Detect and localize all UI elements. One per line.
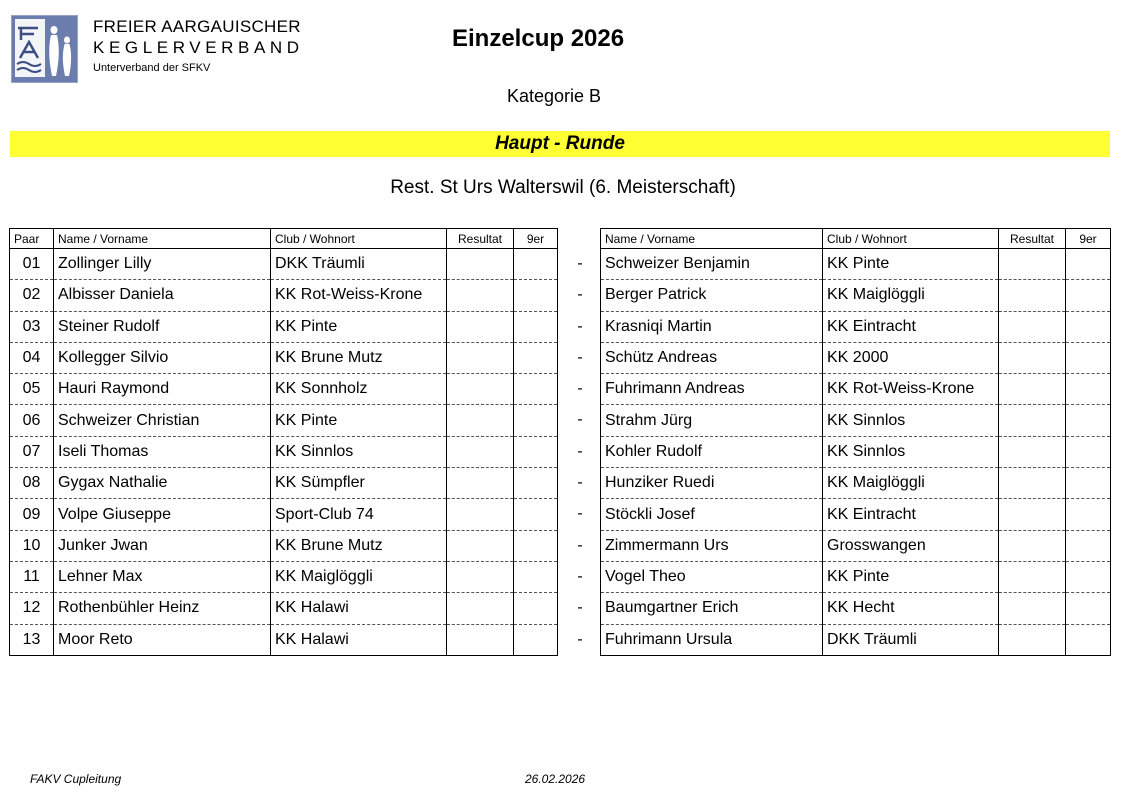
result-cell <box>999 405 1066 436</box>
result-cell <box>999 530 1066 561</box>
pair-number: 01 <box>10 249 54 280</box>
header-name: Name / Vorname <box>601 229 823 249</box>
pair-number: 07 <box>10 436 54 467</box>
table-row <box>601 342 1111 373</box>
category-label: Kategorie B <box>507 86 602 106</box>
table-row <box>601 249 1111 280</box>
venue-label: Rest. St Urs Walterswil (6. Meisterschaft) <box>390 177 736 198</box>
player-club: KK Halawi <box>271 593 447 624</box>
ninepin-cell <box>1066 436 1111 467</box>
opponent-club: KK Maiglöggli <box>823 468 999 499</box>
pair-number: 09 <box>10 499 54 530</box>
result-cell <box>999 624 1066 655</box>
opponent-club: KK Sinnlos <box>823 436 999 467</box>
header-club: Club / Wohnort <box>823 229 999 249</box>
player-name: Albisser Daniela <box>54 280 271 311</box>
table-row <box>601 405 1111 436</box>
player-name: Gygax Nathalie <box>54 468 271 499</box>
ninepin-cell <box>1066 405 1111 436</box>
pair-separator: - <box>577 442 583 460</box>
pair-separator: - <box>577 411 583 429</box>
pair-separator: - <box>577 536 583 554</box>
opponent-club: KK Maiglöggli <box>823 280 999 311</box>
player-club: KK Sinnlos <box>271 436 447 467</box>
ninepin-cell <box>514 593 558 624</box>
opponent-name: Kohler Rudolf <box>601 436 823 467</box>
pair-number: 04 <box>10 342 54 373</box>
kegler-emblem-icon <box>12 16 77 82</box>
ninepin-cell <box>514 468 558 499</box>
result-cell <box>447 561 514 592</box>
result-cell <box>999 593 1066 624</box>
opponent-name: Strahm Jürg <box>601 405 823 436</box>
result-cell <box>447 499 514 530</box>
player-club: DKK Träumli <box>271 249 447 280</box>
opponent-club: DKK Träumli <box>823 624 999 655</box>
result-cell <box>447 374 514 405</box>
result-cell <box>447 249 514 280</box>
pair-separator: - <box>577 348 583 366</box>
footer-organizer: FAKV Cupleitung <box>30 772 122 786</box>
ninepin-cell <box>514 530 558 561</box>
player-club: KK Rot-Weiss-Krone <box>271 280 447 311</box>
result-cell <box>447 530 514 561</box>
result-cell <box>999 280 1066 311</box>
org-name-line1: FREIER AARGAUISCHER <box>93 17 301 36</box>
opponent-name: Berger Patrick <box>601 280 823 311</box>
table-row <box>601 530 1111 561</box>
round-banner: Haupt - Runde <box>10 131 1110 157</box>
result-cell <box>999 374 1066 405</box>
opponent-club: KK Pinte <box>823 249 999 280</box>
opponent-name: Schweizer Benjamin <box>601 249 823 280</box>
ninepin-cell <box>514 311 558 342</box>
result-cell <box>447 280 514 311</box>
opponent-name: Baumgartner Erich <box>601 593 823 624</box>
opponent-name: Fuhrimann Ursula <box>601 624 823 655</box>
result-cell <box>999 499 1066 530</box>
table-row <box>10 530 558 561</box>
pair-separator: - <box>577 567 583 585</box>
result-cell <box>447 311 514 342</box>
opponent-name: Hunziker Ruedi <box>601 468 823 499</box>
header-resultat: Resultat <box>447 229 514 249</box>
player-name: Lehner Max <box>54 561 271 592</box>
org-subtitle: Unterverband der SFKV <box>93 62 211 74</box>
table-row <box>10 436 558 467</box>
player-club: KK Maiglöggli <box>271 561 447 592</box>
table-row <box>10 249 558 280</box>
table-row <box>10 280 558 311</box>
table-row <box>10 342 558 373</box>
player-name: Rothenbühler Heinz <box>54 593 271 624</box>
table-row <box>10 468 558 499</box>
footer-date: 26.02.2026 <box>525 772 586 786</box>
pair-number: 08 <box>10 468 54 499</box>
right-pairings-table <box>600 228 1111 656</box>
result-cell <box>447 342 514 373</box>
table-header-row <box>10 229 558 249</box>
ninepin-cell <box>514 624 558 655</box>
opponent-name: Vogel Theo <box>601 561 823 592</box>
table-row <box>601 468 1111 499</box>
player-club: KK Pinte <box>271 311 447 342</box>
table-row <box>10 374 558 405</box>
left-pairings-table <box>9 228 558 656</box>
table-row <box>10 499 558 530</box>
pair-separator: - <box>577 505 583 523</box>
player-name: Schweizer Christian <box>54 405 271 436</box>
fakv-logo <box>11 15 78 83</box>
pair-separator: - <box>577 599 583 617</box>
opponent-club: KK Eintracht <box>823 499 999 530</box>
opponent-name: Schütz Andreas <box>601 342 823 373</box>
player-club: KK Sonnholz <box>271 374 447 405</box>
ninepin-cell <box>1066 249 1111 280</box>
opponent-name: Krasniqi Martin <box>601 311 823 342</box>
pair-number: 06 <box>10 405 54 436</box>
header-paar: Paar <box>10 229 54 249</box>
header-club: Club / Wohnort <box>271 229 447 249</box>
pair-separator: - <box>577 380 583 398</box>
ninepin-cell <box>1066 624 1111 655</box>
player-club: KK Brune Mutz <box>271 530 447 561</box>
table-row <box>10 624 558 655</box>
pair-number: 05 <box>10 374 54 405</box>
result-cell <box>447 468 514 499</box>
result-cell <box>447 593 514 624</box>
pair-number: 03 <box>10 311 54 342</box>
table-row <box>601 280 1111 311</box>
opponent-club: KK Eintracht <box>823 311 999 342</box>
result-cell <box>447 405 514 436</box>
opponent-club: KK 2000 <box>823 342 999 373</box>
table-row <box>601 436 1111 467</box>
result-cell <box>447 624 514 655</box>
result-cell <box>447 436 514 467</box>
player-club: KK Brune Mutz <box>271 342 447 373</box>
player-name: Junker Jwan <box>54 530 271 561</box>
result-cell <box>999 342 1066 373</box>
pair-number: 12 <box>10 593 54 624</box>
opponent-name: Fuhrimann Andreas <box>601 374 823 405</box>
ninepin-cell <box>514 436 558 467</box>
result-cell <box>999 468 1066 499</box>
ninepin-cell <box>1066 311 1111 342</box>
pair-number: 13 <box>10 624 54 655</box>
ninepin-cell <box>514 374 558 405</box>
pair-separator: - <box>577 474 583 492</box>
ninepin-cell <box>514 342 558 373</box>
ninepin-cell <box>1066 468 1111 499</box>
pair-number: 10 <box>10 530 54 561</box>
pair-number: 11 <box>10 561 54 592</box>
table-row <box>10 311 558 342</box>
table-row <box>601 499 1111 530</box>
table-row <box>601 561 1111 592</box>
org-name-line2: KEGLERVERBAND <box>93 38 304 57</box>
player-name: Moor Reto <box>54 624 271 655</box>
pair-separator: - <box>577 317 583 335</box>
player-name: Zollinger Lilly <box>54 249 271 280</box>
ninepin-cell <box>1066 280 1111 311</box>
player-name: Kollegger Silvio <box>54 342 271 373</box>
header-9er: 9er <box>514 229 558 249</box>
opponent-club: KK Rot-Weiss-Krone <box>823 374 999 405</box>
pair-number: 02 <box>10 280 54 311</box>
table-header-row <box>601 229 1111 249</box>
opponent-club: KK Sinnlos <box>823 405 999 436</box>
player-club: KK Sümpfler <box>271 468 447 499</box>
document-title: Einzelcup 2026 <box>452 25 625 52</box>
ninepin-cell <box>514 499 558 530</box>
table-row <box>601 593 1111 624</box>
ninepin-cell <box>514 280 558 311</box>
opponent-club: KK Hecht <box>823 593 999 624</box>
opponent-club: Grosswangen <box>823 530 999 561</box>
table-row <box>10 561 558 592</box>
table-row <box>601 624 1111 655</box>
result-cell <box>999 311 1066 342</box>
opponent-name: Zimmermann Urs <box>601 530 823 561</box>
ninepin-cell <box>514 405 558 436</box>
table-row <box>601 374 1111 405</box>
table-row <box>10 593 558 624</box>
result-cell <box>999 436 1066 467</box>
header-9er: 9er <box>1066 229 1111 249</box>
player-club: KK Halawi <box>271 624 447 655</box>
ninepin-cell <box>514 561 558 592</box>
header-name: Name / Vorname <box>54 229 271 249</box>
ninepin-cell <box>1066 561 1111 592</box>
player-club: KK Pinte <box>271 405 447 436</box>
player-name: Steiner Rudolf <box>54 311 271 342</box>
result-cell <box>999 249 1066 280</box>
table-row <box>601 311 1111 342</box>
organization-name <box>93 17 304 74</box>
pair-separator: - <box>577 286 583 304</box>
result-cell <box>999 561 1066 592</box>
player-name: Hauri Raymond <box>54 374 271 405</box>
ninepin-cell <box>1066 342 1111 373</box>
ninepin-cell <box>514 249 558 280</box>
player-club: Sport-Club 74 <box>271 499 447 530</box>
opponent-name: Stöckli Josef <box>601 499 823 530</box>
pair-separator-column <box>571 248 589 655</box>
ninepin-cell <box>1066 374 1111 405</box>
header-resultat: Resultat <box>999 229 1066 249</box>
ninepin-cell <box>1066 530 1111 561</box>
opponent-club: KK Pinte <box>823 561 999 592</box>
ninepin-cell <box>1066 499 1111 530</box>
player-name: Iseli Thomas <box>54 436 271 467</box>
table-row <box>10 405 558 436</box>
pair-separator: - <box>577 255 583 272</box>
ninepin-cell <box>1066 593 1111 624</box>
pair-separator: - <box>577 630 583 648</box>
player-name: Volpe Giuseppe <box>54 499 271 530</box>
